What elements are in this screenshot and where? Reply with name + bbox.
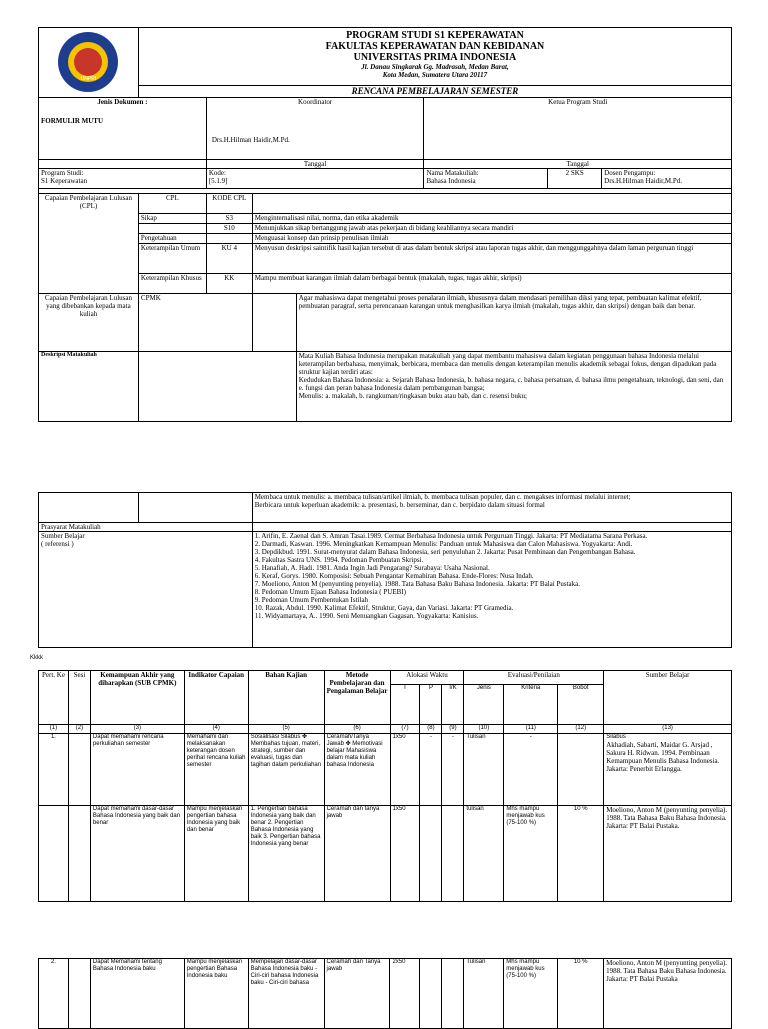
document-type-cell <box>39 98 207 160</box>
reference-item: 11. Widyamartaya, A.. 1990. Seni Menuangkan Gagasan. Yogyakarta: Kanisius. <box>254 612 479 620</box>
description-paragraph: Mata Kuliah Bahasa Indonesia merupakan matakuliah yang dapat membantu mahasiswa dalam kegiatan penggunaan bahasa Indonesia melalui keterampilan berbahasa, menyimak, berbicara, membaca dan menulis dengan keterampilan menulis akademik sebagai fokus, dengan dipadukan pada struktur kajian terdiri atas: <box>298 352 717 376</box>
code-value: [5.1.9] <box>208 177 228 185</box>
col-header-p: P <box>420 685 442 725</box>
cpmk-label: Capaian Pembelajaran Lulusan yang dibebankan kepada mata kuliah <box>39 294 139 352</box>
col-header-kemampuan: Kemampuan Akhir yang diharapkan (SUB CPMK) <box>90 671 184 725</box>
study-program-value: S1 Keperawatan <box>41 177 88 185</box>
cpl-row: Keterampilan Khusus KK Mampu membuat karangan ilmiah dalam berbagai bentuk (makalah, tugas, tugas akhir, skripsi) <box>39 274 732 294</box>
date-label-2: Tanggal <box>424 160 732 169</box>
weekly-plan-table-continued <box>38 958 732 1029</box>
weekly-plan-table <box>38 670 732 902</box>
institution-header <box>138 28 731 86</box>
reference-item: 8. Pedoman Umum Ejaan Bahasa Indonesia ( PUEBI) <box>254 588 406 596</box>
reference-item: 2. Darmadi, Kaswan. 1996. Meningkatkan Kemampuan Menulis: Panduan untuk Mahasiswa dan Calon Mahasiswa. Yogyakarta: Andi. <box>254 540 633 548</box>
code-cell <box>206 169 424 189</box>
col-header-metode: Metode Pembelajaran dan Pengalaman Belajar <box>324 671 390 725</box>
references-list <box>252 532 731 648</box>
reference-item: 7. Moeliono, Anton M (penyunting penyelia). 1988. Tata Bahasa Baku Bahasa Indonesia. Jakarta: PT Balai Pustaka. <box>254 580 580 588</box>
study-program-label: Program Studi: <box>41 169 84 177</box>
reference-item: 3. Depdikbud. 1991. Surat-menyurat dalam Bahasa Indonesia, seri penyuluhan 2. Jakarta: Pusat Pembinaan dan Pengembangan Bahasa. <box>254 548 636 556</box>
cpl-row: Sikap S3 Menginternalisasi nilai, norma, dan etika akademik <box>39 214 732 224</box>
col-header-sumber: Sumber Belajar <box>604 671 732 725</box>
table-row: 1. Dapat memahami rencana perkuliahan semester Memahami dan melaksanakan keterangan dosen perihal rencana kuliah semester Sosialisasi Silabus ✤ Membahas tujuan, materi, strategi, sumber dan evaluasi, tugas dan tagihan dalam perkuliahan Ceramah/Tanya Jawab ✤ Memotivasi belajar Mahasiswa dalam mata kuliah bahasa Indonesia 1x50 - - Tulisan - Silabus Akhadiah, Sabarti, Maidar G. Arsjad , Sakura H. Ridwan. 1994. Pembinaan Kemampuan Menulis Bahasa Indonesia. Jakarta: Penerbit Erlangga. <box>39 734 732 806</box>
references-label-cell <box>39 532 253 648</box>
reference-item: 9. Pedoman Umum Pembentukan Istilah <box>254 596 369 604</box>
cpmk-description: Agar mahasiswa dapat mengetahui proses penalaran ilmiah, khususnya dalam mendasari pemilihan diksi yang tepat, pembuatan kalimat efektif, pembuatan paragraf, serta perencanaan karangan untuk menghasilkan karya ilmiah (makalah, tugas akhir, dan skripsi) dengan baik dan benar. <box>296 294 731 352</box>
university-title: UNIVERSITAS PRIMA INDONESIA <box>353 52 517 63</box>
head-program-cell <box>424 98 732 160</box>
col-header-alokasi: Alokasi Waktu <box>390 671 464 685</box>
stray-note: Kkkk <box>30 655 44 661</box>
lecturer-value: Drs.H.Hilman Haidir,M.Pd. <box>604 177 683 185</box>
coordinator-name: Drs.H.Hilman Haidir,M.Pd. <box>211 136 290 144</box>
address-line-1: Jl. Danau Singkarak Gg. Madrasah, Medan Barat, <box>361 63 509 71</box>
col-header-indikator: Indikator Capaian <box>184 671 248 725</box>
lecturer-cell <box>602 169 732 189</box>
document-type-label: Jenis Dokumen : <box>97 98 148 106</box>
references-label: Sumber Belajar <box>41 532 85 540</box>
reference-item: 5. Hanafiah, A. Hadi. 1981. Anda Ingin Jadi Pengarang? Surabaya: Usaha Nasional. <box>254 564 490 572</box>
course-description-continued <box>252 493 731 523</box>
course-name-cell <box>424 169 548 189</box>
cpl-row: S10 Menunjukkan sikap bertanggung jawab atas pekerjaan di bidang keahliannya secara mandiri <box>39 224 732 234</box>
rps-continuation-table <box>38 492 732 648</box>
description-paragraph: Membaca untuk menulis: a. membaca tulisan/artikel ilmiah, b. membaca tulisan populer, dan c. mengakses informasi melalui internet; <box>254 493 631 501</box>
col-header-pert: Pert. Ke <box>39 671 69 725</box>
coordinator-label: Koordinator <box>298 98 333 106</box>
form-type-label: FORMULIR MUTU <box>41 117 104 125</box>
col-header-evaluasi: Evaluasi/Penilaian <box>464 671 604 685</box>
address-line-2: Kota Medan, Sumatera Utara 20117 <box>382 71 488 79</box>
prerequisite-label: Prasyarat Matakuliah <box>39 523 253 532</box>
reference-item: Akhadiah, Sabarti, Maidar G. Arsjad , Sakura H. Ridwan. 1994. Pembinaan Kemampuan Menulis Bahasa Indonesia. Jakarta: Penerbit Erlangga. <box>606 741 720 773</box>
col-header-bobot: Bobot <box>558 685 604 725</box>
cpl-code-header: KODE CPL <box>206 194 252 214</box>
col-header-t: T <box>390 685 420 725</box>
study-program-cell <box>39 169 207 189</box>
column-number-row: (1) (2) (3) (4) (5) (6) (7) (8) (9) (10) (11) (12) (13) <box>39 725 732 734</box>
head-program-label: Ketua Program Studi <box>548 98 608 106</box>
rps-title: RENCANA PEMBELAJARAN SEMESTER <box>138 86 731 98</box>
faculty-title: FAKULTAS KEPERAWATAN DAN KEBIDANAN <box>325 41 545 52</box>
university-logo: UNPRI <box>58 32 118 92</box>
logo-cell <box>39 28 139 98</box>
reference-item: Silabus <box>606 734 626 740</box>
lecturer-label: Dosen Pengampu: <box>604 169 656 177</box>
description-paragraph: Berbicara untuk keperluan akademik: a. presentasi, b. berseminar, dan c. berpidato dalam situasi formal <box>254 501 545 509</box>
col-header-ik: I/K <box>442 685 464 725</box>
col-header-sesi: Sesi <box>68 671 90 725</box>
program-title: PROGRAM STUDI S1 KEPERAWATAN <box>346 30 524 41</box>
cpl-row: Keterampilan Umum KU 4 Menyusun deskripsi saintifik hasil kajian tersebut di atas dalam bentuk skripsi atau laporan tugas akhir, dan menggunggahnya dalam laman perguruan tinggi <box>39 244 732 274</box>
date-label-1: Tanggal <box>206 160 424 169</box>
course-name-value: Bahasa Indonesia <box>426 177 476 185</box>
col-header-jenis: Jenis <box>464 685 504 725</box>
credit-value: 2 SKS <box>548 169 602 189</box>
references-label-sub: ( referensi ) <box>41 540 74 548</box>
table-row: Dapat memahami dasar-dasar Bahasa Indonesia yang baik dan benar Mampu menjelaskan pengertian bahasa Indonesia yang baik dan benar 1. Pengertian bahasa Indonesia yang baik dan benar 2. Pengertian Bahasa Indonesia yang baik 3. Pengertian bahasa Indonesia yang benar Ceramah dan tanya jawab 1x50 tulisan Mhs mampu menjawab kus (75-100 %) 10 % Moeliono, Anton M (penyunting penyelia). 1988. Tata Bahasa Baku Bahasa Indonesia. Jakarta: PT Balai Pustaka. <box>39 806 732 902</box>
course-description <box>296 352 731 422</box>
description-paragraph: Kedudukan Bahasa Indonesia: a. Sejarah Bahasa Indonesia, b. bahasa negara, c. bahasa persatuan, d. bahasa ilmu pengetahuan, teknologi, dan seni, dan e. fungsi dan peran bahasa Indonesia dalam pembangunan bangsa; <box>298 376 724 392</box>
cpl-header-desc <box>252 194 731 214</box>
reference-item: 4. Fakultas Sastra UNS. 1994. Pedoman Pembuatan Skripsi. <box>254 556 424 564</box>
cpl-row: Pengetahuan Menguasai konsep dan prinsip penulisan ilmiah <box>39 234 732 244</box>
description-label: Deskripsi Matakuliah <box>39 352 139 422</box>
code-label: Kode: <box>208 169 226 177</box>
coordinator-cell <box>206 98 424 160</box>
description-paragraph: Menulis: a. makalah, b. rangkuman/ringkasan buku atau bab, dan c. resensi buku; <box>298 392 527 400</box>
rps-main-table <box>38 27 732 422</box>
table-row: 2. Dapat Memahami tentang Bahasa Indonesia baku Mampu menjelaskan pengertian Bahasa Indonesia baku Mempelajari dasar-dasar Bahasa Indonesia baku - Ciri-ciri bahasa Indonesia baku - Ciri-ciri bahasa Ceramah dan Tanya jawab 2x50 Tulisan Mhs mampu menjawab kus (75-100 %) 10 % Moeliono, Anton M (penyunting penyelia). 1988. Tata Bahasa Baku Bahasa Indonesia. Jakarta: PT Balai Pustaka <box>39 959 732 1029</box>
cpl-label: Capaian Pembelajaran Lulusan (CPL) <box>39 194 139 294</box>
cpl-header: CPL <box>138 194 206 214</box>
col-header-bahan: Bahan Kajian <box>248 671 324 725</box>
reference-item: 1. Arifin, E. Zaenal dan S. Amran Tasai.1989. Cermat Berbahasa Indonesia untuk Perguruan Tinggi. Jakarta: PT Mediatama Sarana Perkasa. <box>254 532 648 540</box>
reference-item: 10. Razak, Abdul. 1990. Kalimat Efektif, Struktur, Gaya, dan Variasi. Jakarta: PT Gramedia. <box>254 604 514 612</box>
reference-item: 6. Keraf, Gorys. 1980. Komposisi: Sebuah Pengantar Kemahiran Bahasa. Ende-Flores: Nusa Indah. <box>254 572 534 580</box>
cpmk-code: CPMK <box>138 294 252 352</box>
course-name-label: Nama Matakuliah: <box>426 169 479 177</box>
col-header-kriteria: Kriteria <box>504 685 558 725</box>
